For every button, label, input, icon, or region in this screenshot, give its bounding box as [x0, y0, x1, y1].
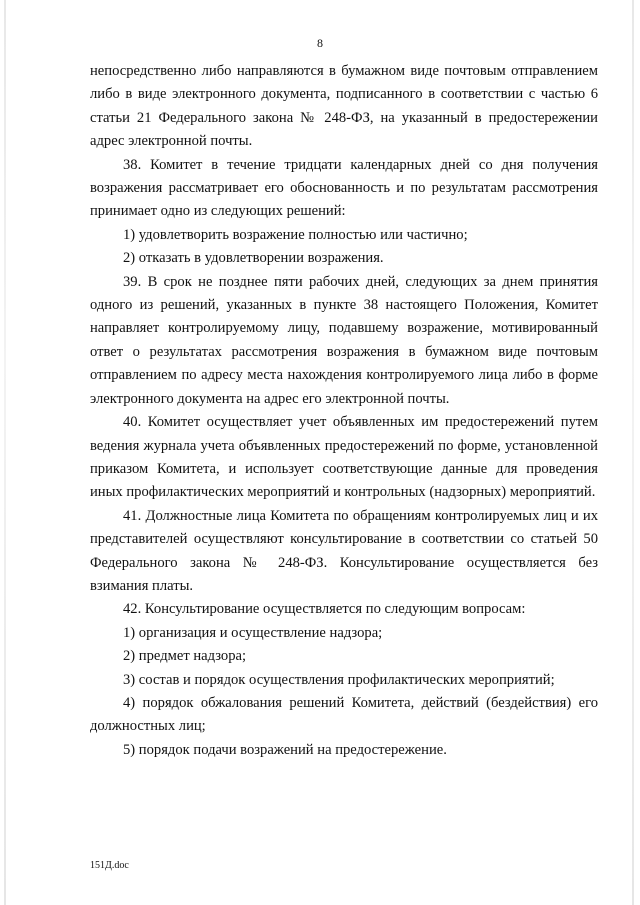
paragraph-42-item-3: 3) состав и порядок осуществления профилактических мероприятий; — [123, 671, 555, 688]
page-number: 8 — [317, 36, 323, 50]
scan-edge-right — [632, 0, 634, 905]
scan-edge-left — [4, 0, 6, 905]
paragraph-continuation: непосредственно либо направляются в бумажном виде почтовым отправлением либо в виде электронного документа, подписанного в соответствии с частью 6 статьи 21 Федерального закона № 248-ФЗ, на указанный в предостережении адрес электронной почты. — [90, 63, 598, 150]
paragraph-42: 42. Консультирование осуществляется по следующим вопросам: — [123, 601, 526, 618]
paragraph-40: 40. Комитет осуществляет учет объявленных им предостережений путем ведения журнала учета объявленных предостережений по форме, установленной приказом Комитета, и использует соответствующие данные для проведения иных профилактических мероприятий и контрольных (надзорных) мероприятий. — [90, 414, 598, 501]
paragraph-39: 39. В срок не позднее пяти рабочих дней, следующих за днем принятия одного из решений, указанных в пункте 38 настоящего Положения, Комитет направляет контролируемому лицу, подавшему возражение, мотивированный ответ о результатах рассмотрения возражения в бумажном виде почтовым отправлением по адресу места нахождения контролируемого лица либо в форме электронного документа на адрес его электронной почты. — [90, 273, 598, 407]
paragraph-38: 38. Комитет в течение тридцати календарных дней со дня получения возражения рассматривает его обоснованность и по результатам рассмотрения принимает одно из следующих решений: — [90, 156, 598, 220]
paragraph-38-item-2: 2) отказать в удовлетворении возражения. — [123, 250, 384, 267]
paragraph-41: 41. Должностные лица Комитета по обращениям контролируемых лиц и их представителей осуществляют консультирование в соответствии со статьей 50 Федерального закона № 248-ФЗ. Консультирование осуществляется без взимания платы. — [90, 507, 598, 594]
paragraph-42-item-5: 5) порядок подачи возражений на предостережение. — [123, 741, 447, 758]
paragraph-38-item-1: 1) удовлетворить возражение полностью или частично; — [123, 226, 468, 243]
document-body — [90, 60, 598, 762]
paragraph-42-item-1: 1) организация и осуществление надзора; — [123, 624, 383, 641]
paragraph-42-item-2: 2) предмет надзора; — [123, 648, 247, 665]
paragraph-42-item-4: 4) порядок обжалования решений Комитета, действий (бездействия) его должностных лиц; — [90, 694, 598, 735]
file-name-footer: 151Д.doc — [90, 860, 129, 871]
